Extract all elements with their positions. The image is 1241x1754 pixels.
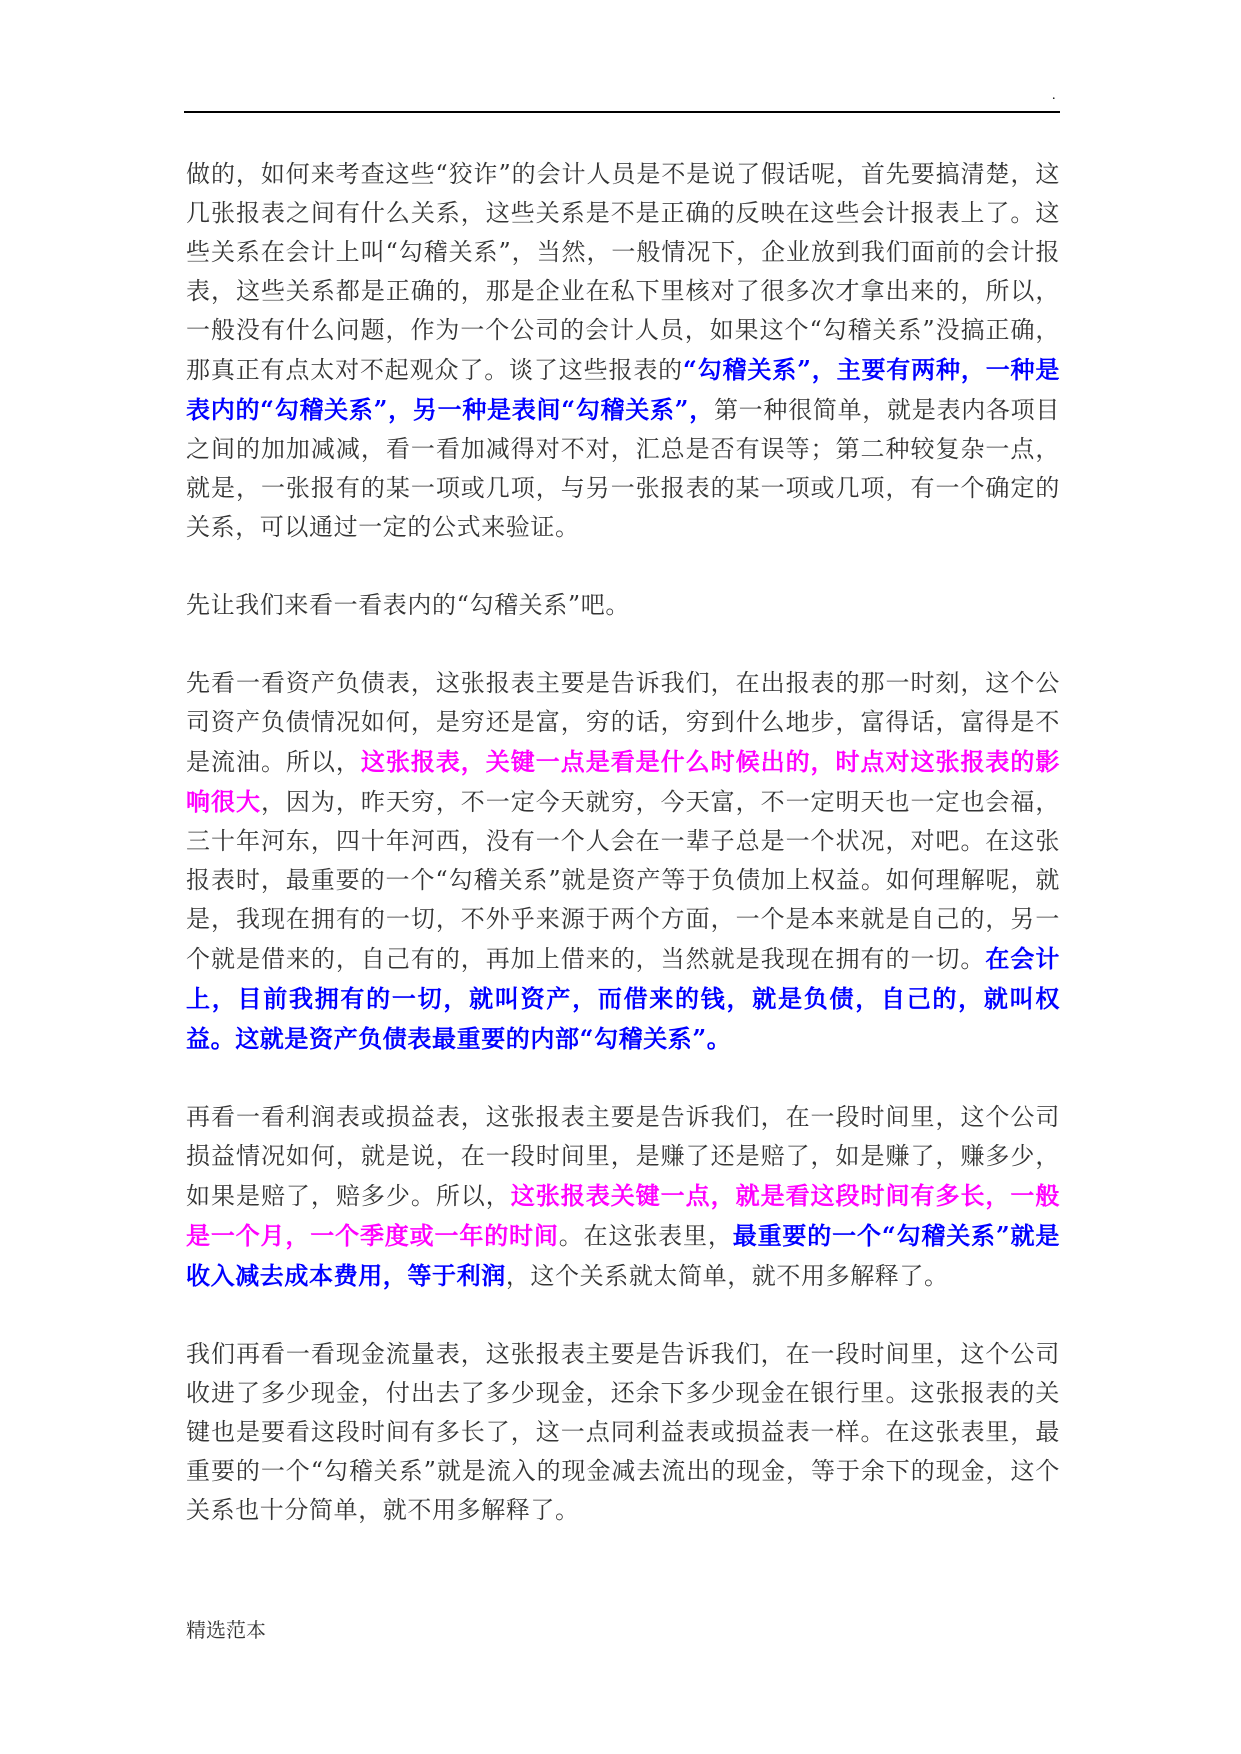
text-run: 先让我们来看一看表内的“勾稽关系”吧。 xyxy=(186,591,630,619)
paragraph-accounting-relations xyxy=(186,155,1060,547)
paragraph-intro-internal xyxy=(186,586,1060,625)
text-run: ，这个关系就太简单，就不用多解释了。 xyxy=(505,1262,949,1290)
text-run: 。在这张表里， xyxy=(558,1222,733,1250)
text-run: 先看一看资产负债表，这张报表主要是告诉我们，在出报表的那一时刻，这个公司资产负债情况如何，是穷还是富，穷的话，穷到什么地步，富得话，富得是不是流油。所以， xyxy=(186,669,1060,776)
header-mark: . xyxy=(1052,88,1056,103)
paragraph-gap xyxy=(186,1059,1060,1098)
paragraph-income-statement xyxy=(186,1098,1060,1296)
paragraph-gap xyxy=(186,1296,1060,1335)
emphasis-magenta: 这张报表，关键一点是看是什么时候出的，时点对这张报表的影响很大 xyxy=(186,747,1060,816)
paragraph-gap xyxy=(186,625,1060,664)
text-run: 我们再看一看现金流量表，这张报表主要是告诉我们，在一段时间里，这个公司收进了多少现金，付出去了多少现金，还余下多少现金在银行里。这张报表的关键也是要看这段时间有多长了，这一点同利益表或损益表一样。在这张表里，最重要的一个“勾稽关系”就是流入的现金减去流出的现金，等于余下的现金，这个关系也十分简单，就不用多解释了。 xyxy=(186,1340,1060,1524)
emphasis-blue: “勾稽关系”，主要有两种，一种是表内的“勾稽关系”，另一种是表间“勾稽关系”， xyxy=(186,355,1061,424)
text-run: 第一种很简单，就是表内各项目之间的加加减减，看一看加减得对不对，汇总是否有误等；第二种较复杂一点，就是，一张报有的某一项或几项，与另一张报表的某一项或几项，有一个确定的关系，可以通过一定的公式来验证。 xyxy=(186,396,1060,541)
emphasis-magenta: 这张报表关键一点，就是看这段时间有多长，一般是一个月，一个季度或一年的时间 xyxy=(186,1181,1060,1250)
footer-label: 精选范本 xyxy=(186,1618,266,1642)
paragraph-gap xyxy=(186,547,1060,586)
text-run: ，因为，昨天穷，不一定今天就穷，今天富，不一定明天也一定也会福，三十年河东，四十年河西，没有一个人会在一辈子总是一个状况，对吧。在这张报表时，最重要的一个“勾稽关系”就是资产等于负债加上权益。如何理解呢，就是，我现在拥有的一切，不外乎来源于两个方面，一个是本来就是自己的，另一个就是借来的，自己有的，再加上借来的，当然就是我现在拥有的一切。 xyxy=(186,788,1060,973)
document-body xyxy=(186,155,1060,1530)
text-run: 再看一看利润表或损益表，这张报表主要是告诉我们，在一段时间里，这个公司损益情况如何，就是说，在一段时间里，是赚了还是赔了，如是赚了，赚多少，如果是赔了，赔多少。所以， xyxy=(186,1103,1060,1210)
emphasis-blue: 最重要的一个“勾稽关系”就是收入减去成本费用，等于利润 xyxy=(186,1221,1061,1290)
paragraph-cash-flow xyxy=(186,1335,1060,1530)
text-run: 做的，如何来考查这些“狡诈”的会计人员是不是说了假话呢，首先要搞清楚，这几张报表之间有什么关系，这些关系是不是正确的反映在这些会计报表上了。这些关系在会计上叫“勾稽关系”，当然，一般情况下，企业放到我们面前的会计报表，这些关系都是正确的，那是企业在私下里核对了很多次才拿出来的，所以，一般没有什么问题，作为一个公司的会计人员，如果这个“勾稽关系”没搞正确，那真正有点太对不起观众了。谈了这些报表的 xyxy=(186,160,1060,384)
emphasis-blue: 在会计上，目前我拥有的一切，就叫资产，而借来的钱，就是负债，自己的，就叫权益。这就是资产负债表最重要的内部“勾稽关系”。 xyxy=(186,944,1060,1053)
header-rule xyxy=(184,111,1060,113)
paragraph-balance-sheet xyxy=(186,664,1060,1059)
